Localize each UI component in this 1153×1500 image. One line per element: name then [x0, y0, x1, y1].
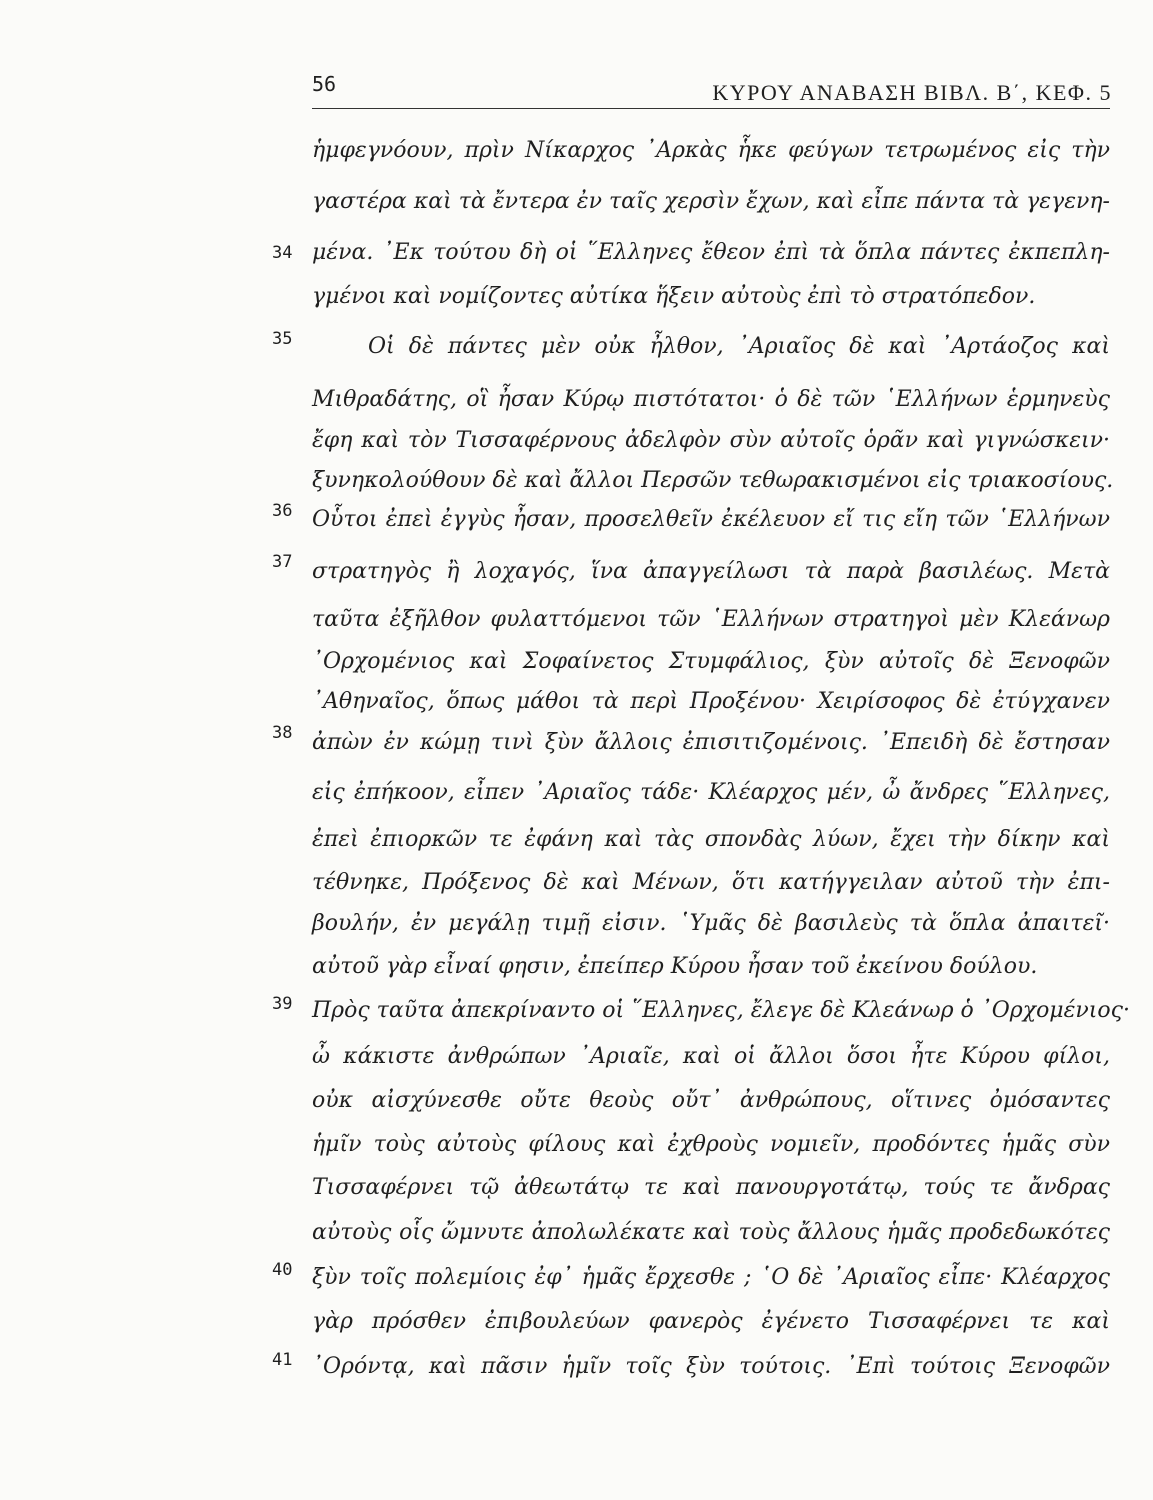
text-line: ἡμῖν τοὺς αὐτοὺς φίλους καὶ ἐχθροὺς νομιεῖν, προδόντες ἡμᾶς σὺν: [312, 1132, 1110, 1157]
text-line: γὰρ πρόσθεν ἐπιβουλεύων φανερὸς ἐγένετο Τισσαφέρνει τε καὶ: [312, 1309, 1110, 1334]
section-number: 40: [272, 1260, 293, 1280]
text-line: στρατηγὸς ἢ λοχαγός, ἵνα ἀπαγγείλωσι τὰ παρὰ βασιλέως. Μετὰ: [312, 559, 1110, 584]
text-line: ᾿Ορχομένιος καὶ Σοφαίνετος Στυμφάλιος, ξὺν αὐτοῖς δὲ Ξενοφῶν: [312, 649, 1110, 674]
text-line: τέθνηκε, Πρόξενος δὲ καὶ Μένων, ὅτι κατήγγειλαν αὐτοῦ τὴν ἐπι-: [312, 870, 1110, 895]
text-line: ἀπὼν ἐν κώμῃ τινὶ ξὺν ἄλλοις ἐπισιτιζομένοις. ᾿Επειδὴ δὲ ἔστησαν: [312, 730, 1110, 755]
text-line: ξυνηκολούθουν δὲ καὶ ἄλλοι Περσῶν τεθωρακισμένοι εἰς τριακοσίους.: [312, 468, 1114, 493]
text-line: ἔφη καὶ τὸν Τισσαφέρνους ἀδελφὸν σὺν αὐτοῖς ὁρᾶν καὶ γιγνώσκειν·: [312, 428, 1110, 453]
text-line: γαστέρα καὶ τὰ ἔντερα ἐν ταῖς χερσὶν ἔχων, καὶ εἶπε πάντα τὰ γεγενη-: [312, 189, 1110, 214]
text-line: Πρὸς ταῦτα ἀπεκρίναντο οἱ ῞Ελληνες, ἔλεγε δὲ Κλεάνωρ ὁ ᾿Ορχομένιος·: [312, 998, 1130, 1023]
section-number: 37: [272, 552, 293, 572]
text-line: ᾿Ορόντᾳ, καὶ πᾶσιν ἡμῖν τοῖς ξὺν τούτοις. ᾿Επὶ τούτοις Ξενοφῶν: [312, 1354, 1110, 1379]
text-line: ἐπεὶ ἐπιορκῶν τε ἐφάνη καὶ τὰς σπονδὰς λύων, ἔχει τὴν δίκην καὶ: [312, 827, 1110, 852]
text-line: Μιθραδάτης, οἳ ἦσαν Κύρῳ πιστότατοι· ὁ δὲ τῶν ῾Ελλήνων ἑρμηνεὺς: [312, 387, 1110, 412]
text-line: Οἱ δὲ πάντες μὲν οὐκ ἦλθον, ᾿Αριαῖος δὲ καὶ ᾿Αρτάοζος καὶ: [368, 334, 1110, 359]
text-line: ᾿Αθηναῖος, ὅπως μάθοι τὰ περὶ Προξένου· Χειρίσοφος δὲ ἐτύγχανεν: [312, 689, 1110, 714]
text-line: ἡμφεγνόουν, πρὶν Νίκαρχος ᾿Αρκὰς ἧκε φεύγων τετρωμένος εἰς τὴν: [312, 138, 1110, 163]
text-line: ξὺν τοῖς πολεμίοις ἐφ᾿ ἡμᾶς ἔρχεσθε ; ῾Ο δὲ ᾿Αριαῖος εἶπε· Κλέαρχος: [312, 1265, 1110, 1290]
text-line: ταῦτα ἐξῆλθον φυλαττόμενοι τῶν ῾Ελλήνων στρατηγοὶ μὲν Κλεάνωρ: [312, 607, 1110, 632]
section-number: 38: [272, 723, 293, 743]
text-line: αὐτοὺς οἷς ὤμνυτε ἀπολωλέκατε καὶ τοὺς ἄλλους ἡμᾶς προδεδωκότες: [312, 1220, 1110, 1245]
text-line: γμένοι καὶ νομίζοντες αὐτίκα ἥξειν αὐτοὺς ἐπὶ τὸ στρατόπεδον.: [312, 284, 1036, 309]
text-line: αὐτοῦ γὰρ εἶναί φησιν, ἐπείπερ Κύρου ἦσαν τοῦ ἐκείνου δούλου.: [312, 954, 1038, 979]
text-line: εἰς ἐπήκοον, εἶπεν ᾿Αριαῖος τάδε· Κλέαρχος μέν, ὦ ἄνδρες ῞Ελληνες,: [312, 780, 1110, 805]
section-number: 35: [272, 329, 293, 349]
running-title: ΚΥΡΟΥ ΑΝΑΒΑΣΗ ΒΙΒΛ. Β΄, ΚΕΦ. 5: [712, 80, 1112, 105]
section-number: 41: [272, 1350, 293, 1370]
section-number: 39: [272, 994, 293, 1014]
section-number: 34: [272, 243, 293, 263]
text-line: μένα. ᾿Εκ τούτου δὴ οἱ ῞Ελληνες ἔθεον ἐπὶ τὰ ὅπλα πάντες ἐκπεπλη-: [312, 240, 1110, 265]
text-line: Τισσαφέρνει τῷ ἀθεωτάτῳ τε καὶ πανουργοτάτῳ, τούς τε ἄνδρας: [312, 1175, 1110, 1200]
page-number: 56: [312, 72, 337, 96]
text-line: ὦ κάκιστε ἀνθρώπων ᾿Αριαῖε, καὶ οἱ ἄλλοι ὅσοι ἦτε Κύρου φίλοι,: [312, 1044, 1110, 1069]
section-number: 36: [272, 501, 293, 521]
text-line: οὐκ αἰσχύνεσθε οὔτε θεοὺς οὔτ᾿ ἀνθρώπους, οἵτινες ὀμόσαντες: [312, 1088, 1110, 1113]
text-line: βουλήν, ἐν μεγάλῃ τιμῇ εἰσιν. ῾Υμᾶς δὲ βασιλεὺς τὰ ὅπλα ἀπαιτεῖ·: [312, 911, 1110, 936]
text-line: Οὗτοι ἐπεὶ ἐγγὺς ἦσαν, προσελθεῖν ἐκέλευον εἴ τις εἴη τῶν ῾Ελλήνων: [312, 507, 1110, 532]
